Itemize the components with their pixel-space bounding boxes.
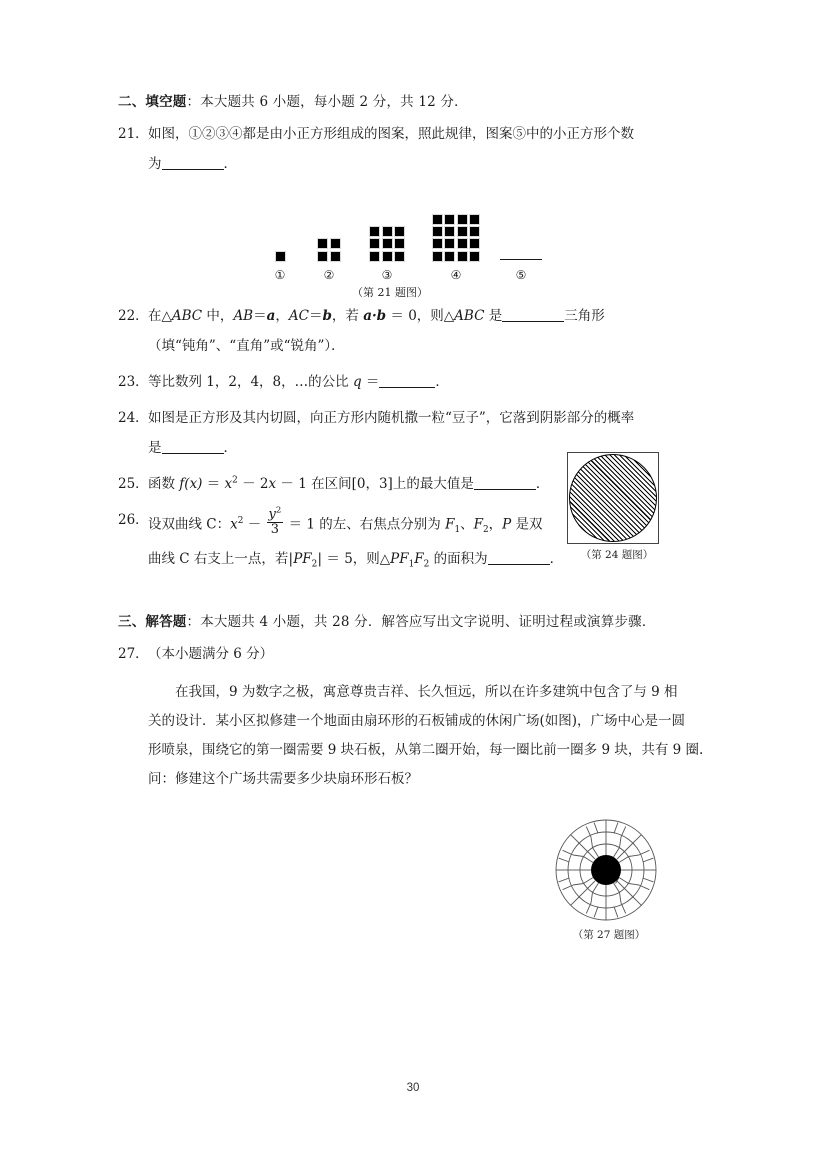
q27-figure — [554, 818, 664, 942]
q26-fraction-denominator: 3 — [270, 522, 280, 538]
q23-answer-blank[interactable] — [379, 374, 435, 388]
q21-square — [470, 239, 479, 248]
q24-figure-caption: （第 24 题图） — [580, 549, 654, 561]
q22-ab-label: AB — [233, 308, 254, 325]
q24-line2-prefix: 是 — [148, 439, 162, 456]
q22-after-blank: 三角形 — [564, 308, 605, 325]
q21-square — [318, 239, 327, 248]
q27-line2: 关的设计．某小区拟修建一个地面由扇环形的石板铺成的休闲广场(如图)，广场中心是一圆 — [148, 712, 686, 729]
q26-pf1-sub: 1 — [408, 559, 415, 570]
q21-square — [395, 239, 404, 248]
q22-comma2: ，若 — [331, 308, 364, 325]
q26-sep1: 、 — [460, 516, 474, 533]
q26-line2-prefix: 曲线 C 右支上一点，若 — [148, 550, 289, 567]
q21-square — [470, 227, 479, 236]
section-three-heading — [118, 612, 718, 632]
q27-plaza-diagram — [554, 818, 658, 922]
q25-number: 25． — [118, 475, 149, 492]
q22-vector-b: b — [322, 308, 332, 325]
q21-group-2 — [304, 238, 354, 262]
q24-line1: 如图是正方形及其内切圆，向正方形内随机撒一粒“豆子”，它落到阴影部分的概率 — [148, 409, 635, 426]
question-23 — [118, 372, 718, 402]
q21-label-5: ⑤ — [515, 268, 527, 283]
q21-number: 21． — [118, 126, 149, 143]
q26-f1: F — [445, 516, 455, 533]
q21-line2-prefix: 为 — [148, 156, 162, 173]
q21-square — [445, 239, 454, 248]
q22-dot-a: a — [363, 308, 372, 325]
q21-g1-row1 — [274, 250, 286, 262]
q22-answer-blank[interactable] — [502, 308, 564, 322]
q25-tail-a: 上的最大值是 — [392, 475, 474, 492]
q21-g4-row2 — [432, 238, 481, 250]
page-number: 30 — [406, 1082, 420, 1094]
q22-dot-symbol: · — [371, 308, 377, 325]
q21-g2-row2 — [317, 238, 341, 250]
q25-interval-text: 在区间 — [306, 475, 352, 492]
q21-square — [331, 252, 340, 261]
q22-eq3: ＝ 0 — [386, 308, 417, 325]
q26-line2-mid: ，则△ — [352, 550, 391, 567]
q23-text: 等比数列 1，2，4，8，…的公比 — [148, 373, 353, 390]
q26-f2b: F — [414, 550, 424, 567]
q21-g4-row3 — [432, 226, 481, 238]
q23-tail: ． — [435, 373, 449, 390]
q21-body — [148, 124, 718, 184]
q21-figure — [118, 192, 718, 300]
q21-g4-row4 — [432, 213, 481, 225]
q25-eq1: ＝ — [202, 475, 225, 492]
q25-tail-b: ． — [535, 475, 550, 492]
q21-pattern-row — [256, 213, 550, 262]
q21-label-3: ③ — [381, 268, 393, 283]
q27-line1: 在我国，9 为数字之极，寓意尊贵吉祥、长久恒远，所以在许多建筑中包含了与 9 相 — [175, 683, 678, 700]
q21-square — [458, 239, 467, 248]
q23-line1 — [148, 372, 718, 393]
q21-square — [458, 252, 467, 261]
q21-line2 — [148, 154, 718, 175]
q21-group-5 — [492, 259, 550, 262]
q22-comma3: ，则△ — [416, 308, 455, 325]
q27-center-fountain — [591, 855, 621, 885]
q21-label-4: ④ — [450, 268, 462, 283]
q21-label-1: ① — [274, 268, 286, 283]
q26-f2: F — [473, 516, 483, 533]
q21-square — [470, 252, 479, 261]
q22-dot-b: b — [376, 308, 387, 325]
q26-pf1: PF — [390, 550, 409, 567]
q26-mid: 的左、右焦点分别为 — [314, 516, 446, 533]
q23-eq: ＝ — [361, 373, 380, 390]
q27-passage — [118, 680, 718, 787]
q26-f2-sub: 2 — [482, 524, 489, 535]
q22-comma1: ， — [275, 308, 289, 325]
q25-f-name: f — [179, 475, 185, 492]
q21-group-1 — [256, 250, 304, 262]
q24-answer-blank[interactable] — [162, 440, 224, 454]
q26-prefix: 设双曲线 C： — [148, 516, 231, 533]
q21-figure-caption: （第 21 题图） — [352, 286, 428, 300]
q22-ac-label: AC — [288, 308, 309, 325]
q21-g3-row3 — [369, 226, 406, 238]
question-21 — [118, 124, 718, 184]
q21-square — [318, 252, 327, 261]
q22-triangle-abc-2: ABC — [454, 308, 485, 325]
q21-square — [445, 215, 454, 224]
q21-g3-row2 — [369, 238, 406, 250]
q26-line1-tail: 是双 — [511, 516, 543, 533]
q21-square — [370, 227, 379, 236]
q25-answer-blank[interactable] — [474, 476, 536, 490]
q21-square — [433, 215, 442, 224]
q21-group-3 — [354, 226, 420, 263]
q21-square — [445, 252, 454, 261]
q26-minus: － — [243, 516, 266, 533]
q21-square — [395, 252, 404, 261]
q26-number: 26． — [118, 511, 149, 528]
q21-g4-row1 — [432, 250, 481, 262]
q22-is-word: 是 — [484, 308, 503, 325]
q26-line2-tail: 的面积为 — [429, 550, 488, 567]
q22-number: 22． — [118, 308, 149, 325]
q26-abs-close: | — [317, 550, 323, 567]
q21-square — [458, 215, 467, 224]
q25-x-var-2: x — [268, 475, 277, 492]
q24-line2-suffix: ． — [223, 439, 237, 456]
q22-prefix: 在△ — [148, 308, 172, 325]
q23-body — [148, 372, 718, 402]
q26-pf2: PF — [293, 550, 312, 567]
page-content — [118, 92, 718, 796]
q25-prefix: 函数 — [148, 475, 180, 492]
q21-square — [458, 227, 467, 236]
q25-minus-2x: － 2 — [237, 475, 269, 492]
q21-answer-blank[interactable] — [162, 156, 224, 170]
q26-fraction — [267, 505, 284, 538]
q26-y-exponent: 2 — [275, 505, 282, 516]
q21-square — [383, 252, 392, 261]
q24-inscribed-circle — [569, 454, 657, 542]
q22-mid1: 中， — [202, 308, 234, 325]
q24-number: 24． — [118, 409, 149, 426]
q25-minus-1: － 1 — [276, 475, 307, 492]
q26-f2b-sub: 2 — [423, 559, 430, 570]
q21-square — [370, 239, 379, 248]
q27-line4: 问：修建这个广场共需要多少块扇环形石板？ — [148, 770, 418, 787]
q26-f1-sub: 1 — [454, 524, 461, 535]
q27-line3: 形喷泉，围绕它的第一圈需要 9 块石板，从第二圈开始，每一圈比前一圈多 9 块，共有 9 圈. — [148, 741, 704, 758]
q26-x-exponent: 2 — [237, 515, 244, 526]
q21-g3-row1 — [369, 250, 406, 262]
q21-line1: 如图，①②③④都是由小正方形组成的图案，照此规律，图案⑤中的小正方形个数 — [148, 126, 634, 143]
q24-figure — [567, 452, 667, 562]
q21-square — [445, 227, 454, 236]
q27-number: 27． — [118, 645, 149, 662]
q26-eq1: ＝ 1 — [284, 516, 315, 533]
q27-figure-caption: （第 27 题图） — [572, 929, 646, 941]
q22-body — [148, 306, 718, 366]
q22-triangle-abc: ABC — [171, 308, 203, 325]
question-22 — [118, 306, 718, 366]
q22-eq2: ＝ — [308, 308, 323, 325]
q21-square — [370, 252, 379, 261]
q21-square — [331, 239, 340, 248]
question-27 — [118, 644, 718, 674]
q26-y-var: y — [268, 506, 276, 522]
q21-square — [433, 227, 442, 236]
q26-sep2: ， — [488, 516, 503, 533]
q22-line1 — [148, 306, 718, 327]
q26-x-var: x — [230, 516, 238, 533]
q27-subtitle: （本小题满分 6 分） — [148, 645, 274, 662]
q25-interval: [0，3] — [351, 475, 393, 492]
q26-final-period: ． — [549, 550, 564, 567]
q27-body — [148, 644, 718, 674]
q26-eq2: ＝ 5 — [322, 550, 353, 567]
q22-eq1: ＝ — [253, 308, 267, 325]
q21-g2-row1 — [317, 250, 341, 262]
section-three-detail: ：本大题共 4 小题，共 28 分．解答应写出文字说明、证明过程或演算步骤． — [186, 613, 656, 630]
q22-vector-a: a — [266, 308, 276, 325]
q21-label-2: ② — [323, 268, 335, 283]
q25-paren-x: (x) — [184, 475, 203, 492]
q21-square — [276, 252, 285, 261]
q21-square — [383, 227, 392, 236]
q21-square — [433, 239, 442, 248]
q25-x-var: x — [224, 475, 233, 492]
q26-answer-blank[interactable] — [488, 551, 550, 565]
q26-p-var: P — [502, 516, 512, 533]
section-three-label: 三、解答题 — [118, 613, 187, 630]
q26-abs-open: | — [288, 550, 294, 567]
section-two-detail: ：本大题共 6 小题，每小题 2 分，共 12 分． — [186, 94, 468, 110]
q26-pf2-sub: 2 — [311, 559, 318, 570]
section-two-label: 二、填空题 — [118, 94, 187, 110]
q21-square — [383, 239, 392, 248]
q21-group-4 — [420, 213, 492, 262]
q23-number: 23． — [118, 373, 149, 390]
q21-fifth-blank-line[interactable] — [500, 259, 542, 260]
section-two-heading — [118, 92, 718, 112]
q26-fraction-numerator — [267, 505, 284, 524]
q21-figure-labels — [256, 268, 550, 282]
q21-square — [395, 227, 404, 236]
q25-exponent: 2 — [232, 475, 238, 486]
q22-line2: （填“钝角”、“直角”或“锐角”）． — [148, 338, 345, 355]
q21-square — [470, 215, 479, 224]
q21-line2-suffix: ． — [223, 156, 237, 173]
q24-square — [567, 452, 659, 544]
q21-square — [433, 252, 442, 261]
q23-q-variable: q — [352, 373, 362, 390]
